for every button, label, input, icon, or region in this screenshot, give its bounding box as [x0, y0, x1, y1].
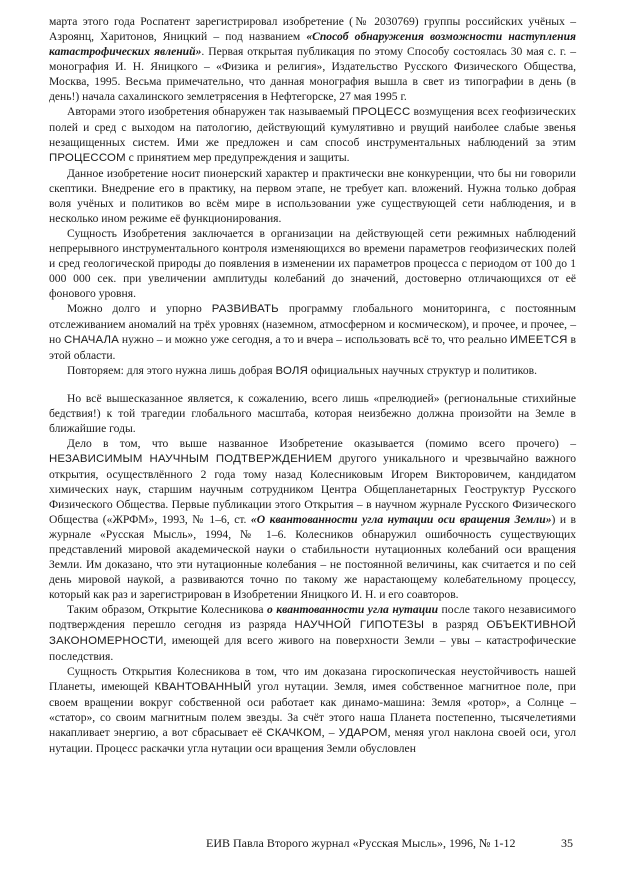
uppercase-term: НАУЧНОЙ ГИПОТЕЗЫ — [294, 619, 425, 631]
text-run: угол нутации. Земля, имея собственное магнитное поле, при своем вращении вокруг собственной оси работает как динамо-машина: Земля «ротор», а Солнце – «статор», со своим магнитным полем звезды. За счёт этого наша Планета постепенно, тысячелетиями накапливает энергию, а вот сбрасывает её — [49, 680, 576, 739]
uppercase-term: УДАРОМ — [338, 727, 388, 739]
text-run: Повторяем: для этого нужна лишь добрая — [67, 364, 276, 377]
body-text — [49, 14, 576, 756]
uppercase-term: ПРОЦЕССОМ — [49, 152, 126, 164]
uppercase-term: ПРОЦЕСС — [352, 106, 411, 118]
text-run: Дело в том, что выше названное Изобретение оказывается (помимо всего прочего) – — [67, 437, 576, 450]
text-run: возмущения всех геофизических полей и сред с выходом на патологию, действующий кумулятивно и рвущий наиболее слабые звенья незащищенных систем. Ими же предложен и сам способ инструментальных наблюдений за этим — [49, 105, 576, 149]
text-run: Данное изобретение носит пионерский характер и практически вне конкуренции, что бы ни говорили скептики. Внедрение его в практику, на первом этапе, не требует кап. вложений. Нужна только добрая воля учёных и политиков во всём мире в использовании уже существующей сети наблюдения, и в несколько ином режиме её функционирования. — [49, 167, 576, 225]
uppercase-term: НЕЗАВИСИМЫМ НАУЧНЫМ ПОДТВЕРЖДЕНИЕМ — [49, 453, 333, 465]
text-run: Таким образом, Открытие Колесникова — [67, 603, 267, 616]
text-run: Сущность Изобретения заключается в организации на действующей сети режимных наблюдений непрерывного инструментального контроля изменяющихся во времени параметров геофизических полей и сред геологической природы до появления в изменении их параметров процесса с периодом от 100 до 1 000 000 сек. при увеличении амплитуды колебаний до значений, достоверно отличающихся от её фонового уровня. — [49, 227, 576, 300]
page-number: 35 — [561, 836, 573, 850]
emphasized-title: «Способ обнаружения возможности наступления катастрофических явлений» — [49, 30, 576, 58]
paragraph — [49, 391, 576, 436]
emphasized-title: «О квантованности угла нутации оси вращения Земли» — [250, 513, 552, 526]
paragraph — [49, 166, 576, 226]
text-run: после такого независимого подтверждения перешло сегодня из разряда — [49, 603, 576, 631]
paragraph — [49, 436, 576, 602]
text-run: , – — [321, 726, 339, 739]
uppercase-term: РАЗВИВАТЬ — [211, 303, 279, 315]
text-run: , меняя угол наклона своей оси, угол нутации. Процесс раскачки угла нутации оси вращения Земли обусловлен — [49, 726, 576, 755]
text-run: ) и в журнале «Русская Мысль», 1994, № 1–6. Колесников обнаружил ошибочность существующих представлений мировой академической науки о стабильности нутационных колебаний оси вращения Земли. Им доказано, что эти нутационные колебания – не постоянной величины, как считается и по сей день мировой наукой, а развиваются точно по такому же нарастающему колебательному процессу, который как раз и зарегистрирован в Изобретении Яницкого И. Н. и его соавторов. — [49, 513, 576, 601]
text-run: Авторами этого изобретения обнаружен так называемый — [67, 105, 353, 118]
emphasized-title: о квантованности угла нутации — [266, 603, 439, 616]
text-run: Но всё вышесказанное является, к сожалению, всего лишь «прелюдией» (региональные стихийные бедствия!) к той трагедии глобального масштаба, которая неизбежно должна произойти на Земле в ближайшие годы. — [49, 392, 576, 435]
paragraph — [49, 14, 576, 104]
uppercase-term: ИМЕЕТСЯ — [509, 334, 568, 346]
uppercase-term: ВОЛЯ — [275, 365, 308, 377]
uppercase-term: ОБЪЕКТИВНОЙ ЗАКОНОМЕРНОСТИ — [49, 619, 576, 647]
text-run: Можно долго и упорно — [67, 302, 212, 315]
text-run: с принятием мер предупреждения и защиты. — [125, 151, 350, 164]
text-run: программу глобального мониторинга, с постоянным отслеживанием аномалий на трёх уровнях (наземном, атмосферном и космическом), и прочее, и прочее, – но — [49, 302, 577, 346]
text-run: , имеющей для всего живого на поверхности Земли – увы – катастрофические последствия. — [49, 634, 576, 663]
paragraph — [49, 664, 576, 756]
uppercase-term: СНАЧАЛА — [63, 334, 120, 346]
paragraph — [49, 226, 576, 301]
text-run: Сущность Открытия Колесникова в том, что им доказана гироскопическая неустойчивость нашей Планеты, имеющей — [49, 665, 576, 693]
text-run: в этой области. — [49, 333, 577, 362]
text-run: другого уникального и чрезвычайно важного открытия, осуществлённого 2 года тому назад Колесниковым Игорем Викторовичем, кандидатом химических наук, старшим научным сотрудником Центра Общепланетарных Геоструктур Русского Физического Общества. Первые публикации этого Открытия – в научном журнале Русского Физического Общества («ЖРФМ», 1993, № 1–6, ст. — [49, 452, 576, 526]
paragraph — [49, 104, 576, 166]
text-run: в разряд — [424, 618, 487, 631]
text-run: . Первая открытая публикация по этому Способу состоялась 30 мая с. г. – монография И. Н. Яницкого – «Физика и религия», Издательство Русского Физического Общества, Москва, 1995. Весьма примечательно, что данная монография вышла в свет из типографии в день (в день!) начала сахалинского землетрясения в Нефтегорске, 27 мая 1995 г. — [49, 45, 576, 103]
paragraph — [49, 602, 576, 664]
uppercase-term: КВАНТОВАННЫЙ — [154, 681, 252, 693]
paragraph — [49, 363, 576, 379]
text-run: нужно – и можно уже сегодня, а то и вчера – использовать всё то, что реально — [119, 333, 510, 346]
uppercase-term: СКАЧКОМ — [266, 727, 322, 739]
text-run: официальных научных структур и политиков. — [308, 364, 538, 377]
paragraph — [49, 301, 576, 363]
text-run: марта этого года Роспатент зарегистрировал изобретение (№ 2030769) группы российских учёных – Азроянц, Харитонов, Яницкий – под названием — [49, 15, 576, 43]
footer-source: ЕИВ Павла Второго журнал «Русская Мысль», 1996, № 1-12 — [206, 836, 516, 850]
